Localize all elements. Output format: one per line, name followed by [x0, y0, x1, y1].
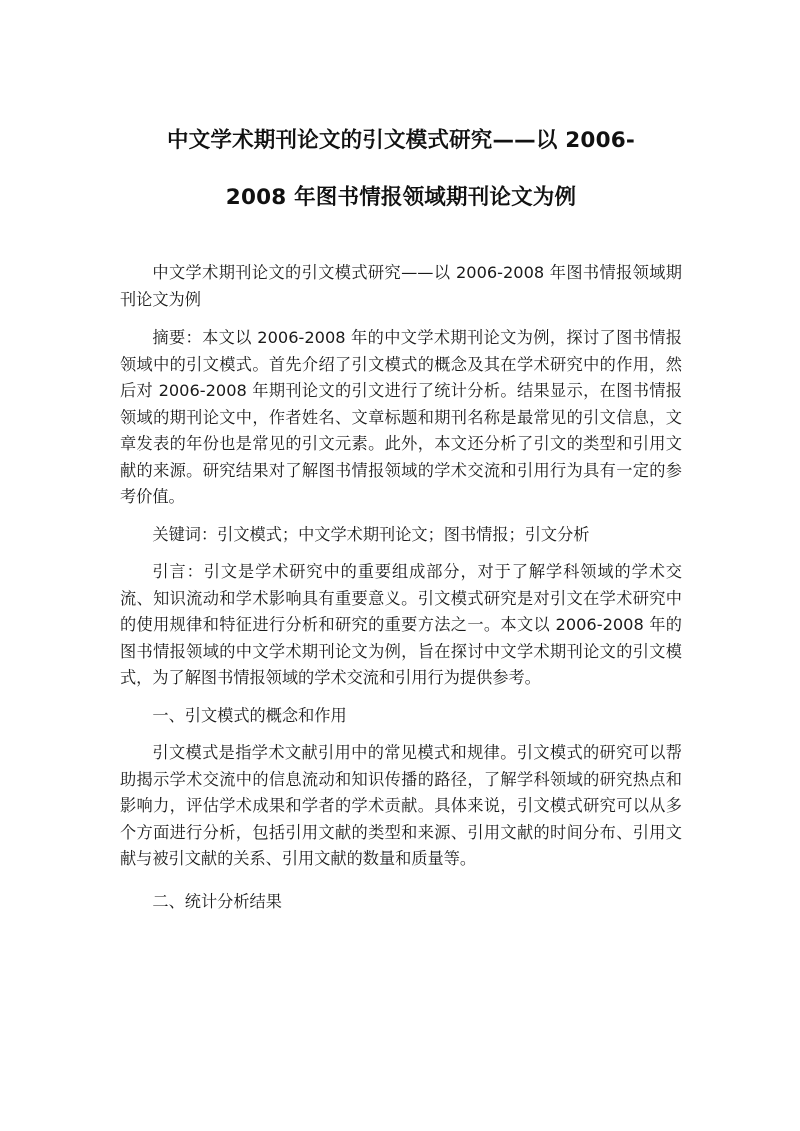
title-line-2: 2008 年图书情报领域期刊论文为例 — [225, 185, 577, 210]
section-1-body: 引文模式是指学术文献引用中的常见模式和规律。引文模式的研究可以帮助揭示学术交流中的信息流动和知识传播的路径，了解学科领域的研究热点和影响力，评估学术成果和学者的学术贡献。具体来说，引文模式研究可以从多个方面进行分析，包括引用文献的类型和来源、引用文献的时间分布、引用文献与被引文献的关系、引用文献的数量和质量等。 — [120, 743, 682, 868]
section-2-heading: 二、统计分析结果 — [152, 891, 282, 911]
document-page — [120, 0, 682, 926]
keywords-paragraph: 关键词：引文模式；中文学术期刊论文；图书情报；引文分析 — [152, 524, 590, 544]
document-body — [120, 260, 682, 915]
subtitle-paragraph: 中文学术期刊论文的引文模式研究——以 2006-2008 年图书情报领域期刊论文为例 — [120, 263, 682, 309]
document-title — [120, 0, 682, 226]
abstract-paragraph: 摘要：本文以 2006-2008 年的中文学术期刊论文为例，探讨了图书情报领域中的引文模式。首先介绍了引文模式的概念及其在学术研究中的作用，然后对 2006-2008 年期刊论文的引文进行了统计分析。结果显示，在图书情报领域的期刊论文中，作者姓名、文章标题和期刊名称是最常见的引文信息，文章发表的年份也是常见的引文元素。此外，本文还分析了引文的类型和引用文献的来源。研究结果对了解图书情报领域的学术交流和引用行为具有一定的参考价值。 — [120, 328, 682, 506]
title-line-1: 中文学术期刊论文的引文模式研究——以 2006- — [166, 128, 636, 153]
introduction-paragraph: 引言：引文是学术研究中的重要组成部分，对于了解学科领域的学术交流、知识流动和学术影响具有重要意义。引文模式研究是对引文在学术研究中的使用规律和特征进行分析和研究的重要方法之一。本文以 2006-2008 年的图书情报领域的中文学术期刊论文为例，旨在探讨中文学术期刊论文的引文模式，为了解图书情报领域的学术交流和引用行为提供参考。 — [120, 562, 682, 687]
section-1-heading: 一、引文模式的概念和作用 — [152, 705, 347, 725]
